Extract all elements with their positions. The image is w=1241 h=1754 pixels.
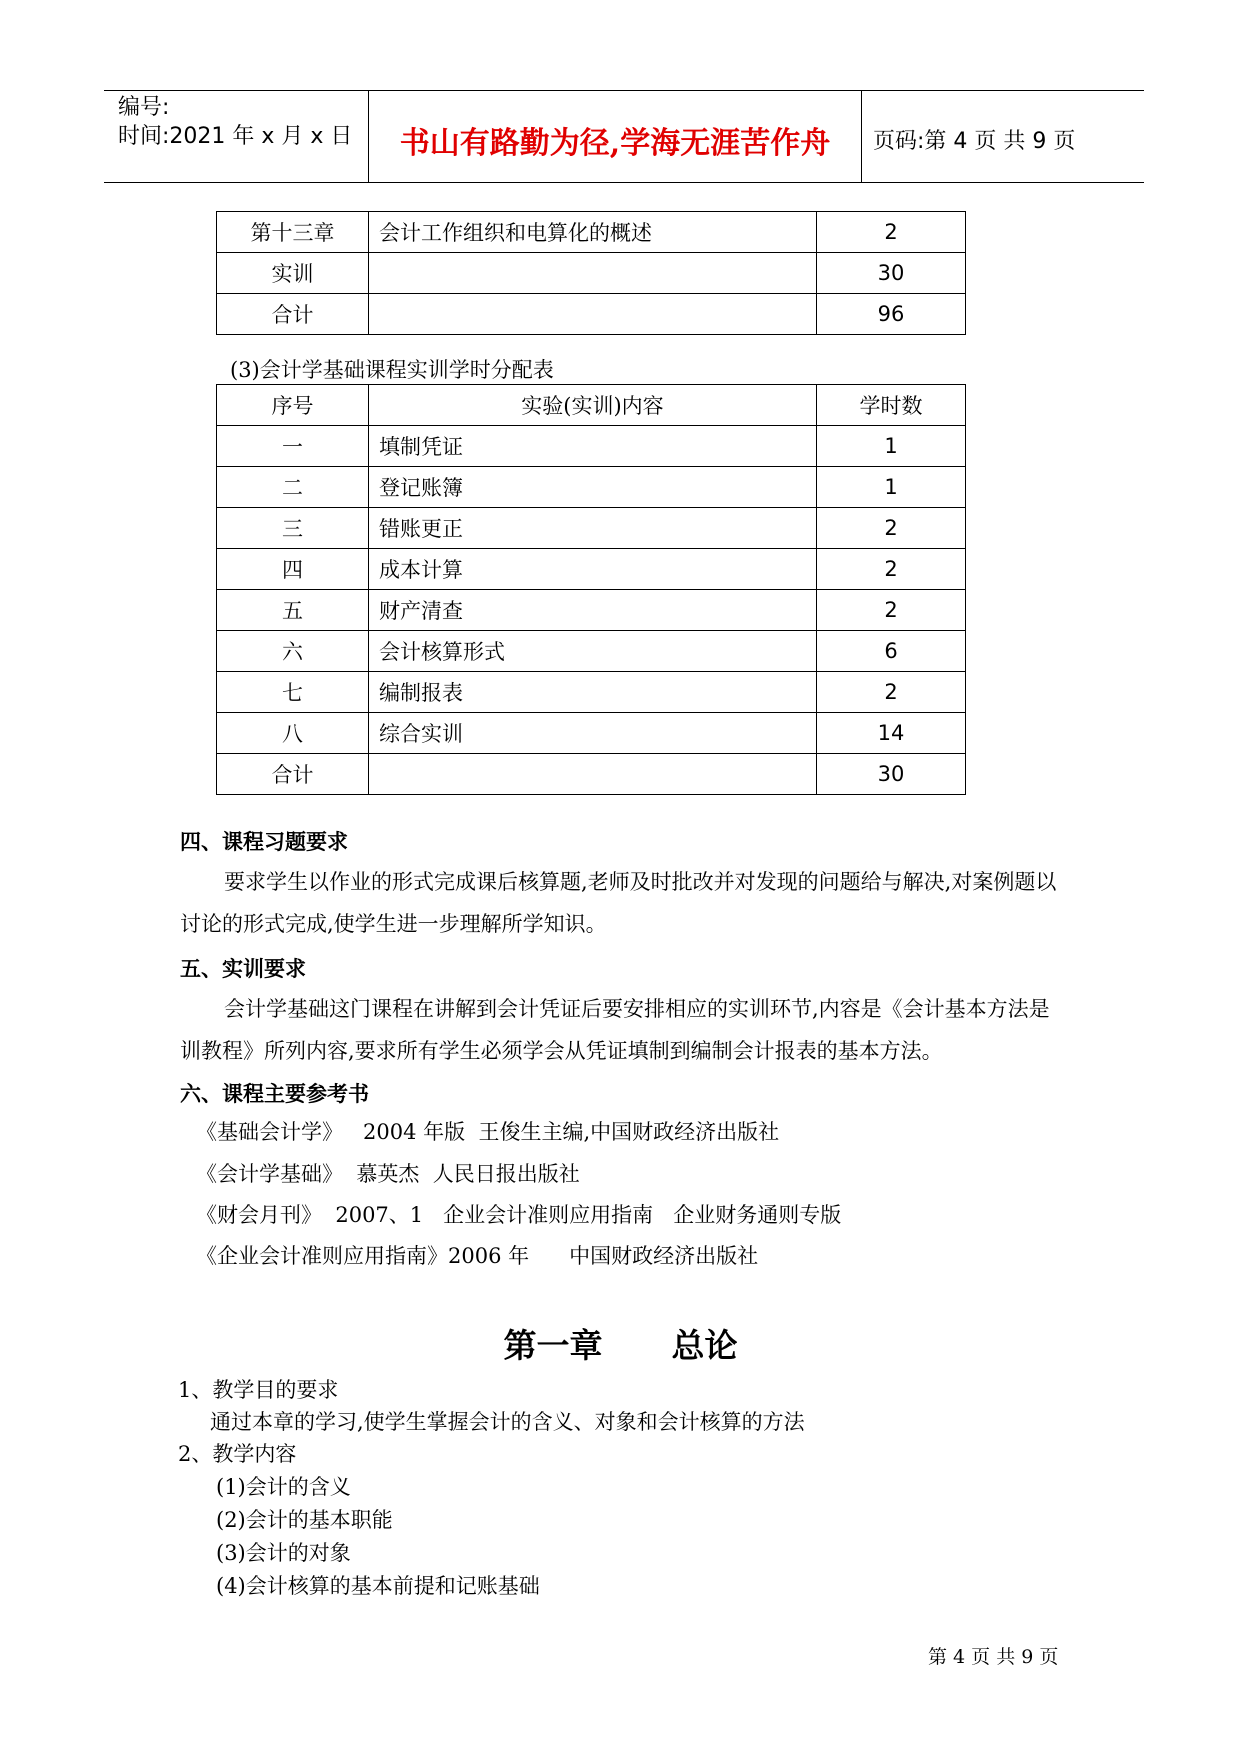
table-cell: 八: [217, 713, 369, 754]
table-cell: 14: [817, 713, 966, 754]
time-label: 时间:2021 年 x 月 x 日: [118, 124, 353, 149]
table-cell: 1: [817, 426, 966, 467]
content-item: (1)会计的含义: [216, 1475, 351, 1499]
reference-item: 《基础会计学》 2004 年版 王俊生主编,中国财政经济出版社: [196, 1120, 780, 1144]
table-cell: 2: [817, 212, 966, 253]
content-item: (4)会计核算的基本前提和记账基础: [216, 1574, 540, 1598]
table-cell: 成本计算: [369, 549, 817, 590]
table-cell: 30: [817, 253, 966, 294]
table-row: [217, 590, 966, 631]
table-caption: (3)会计学基础课程实训学时分配表: [230, 358, 554, 382]
reference-item: 《企业会计准则应用指南》2006 年 中国财政经济出版社: [196, 1244, 759, 1268]
section-heading-practice: 五、实训要求: [180, 957, 306, 981]
table-row: [217, 294, 966, 335]
hours-table-continued: [216, 211, 966, 335]
section-heading-exercises: 四、课程习题要求: [180, 830, 348, 854]
page-footer: 第 4 页 共 9 页: [928, 1646, 1059, 1668]
table-cell: 1: [817, 467, 966, 508]
table-cell: 6: [817, 631, 966, 672]
header-left-block: [118, 93, 352, 151]
table-cell: 五: [217, 590, 369, 631]
header-divider-right: [861, 91, 862, 183]
table-cell: [369, 754, 817, 795]
table-cell: 会计核算形式: [369, 631, 817, 672]
table-cell: 财产清查: [369, 590, 817, 631]
content-item: (3)会计的对象: [216, 1541, 351, 1565]
table-row: [217, 253, 966, 294]
table-cell: 2: [817, 508, 966, 549]
table-cell: 三: [217, 508, 369, 549]
table-cell: 96: [817, 294, 966, 335]
paragraph-practice: 会计学基础这门课程在讲解到会计凭证后要安排相应的实训环节,内容是《会计基本方法是训教程》所列内容,要求所有学生必须学会从凭证填制到编制会计报表的基本方法。: [180, 997, 1050, 1063]
teaching-content-heading: 2、教学内容: [178, 1442, 297, 1466]
table-row: [217, 212, 966, 253]
table-cell: [369, 294, 817, 335]
table-cell: 合计: [217, 754, 369, 795]
reference-item: 《会计学基础》 慕英杰 人民日报出版社: [196, 1162, 580, 1186]
table-cell: 2: [817, 672, 966, 713]
header-bottom-rule: [104, 182, 1144, 183]
table-cell: 六: [217, 631, 369, 672]
table-cell: 四: [217, 549, 369, 590]
table-cell: 编制报表: [369, 672, 817, 713]
table-cell: 2: [817, 590, 966, 631]
header-top-rule: [104, 90, 1144, 91]
number-label: 编号:: [118, 95, 170, 120]
table-cell: 会计工作组织和电算化的概述: [369, 212, 817, 253]
table-cell: [369, 253, 817, 294]
table-row: [217, 508, 966, 549]
column-header: 序号: [217, 385, 369, 426]
table-header-row: [217, 385, 966, 426]
chapter-title: 第一章 总论: [503, 1326, 738, 1365]
table-row: [217, 631, 966, 672]
column-header: 实验(实训)内容: [369, 385, 817, 426]
table-row: [217, 426, 966, 467]
content-item: (2)会计的基本职能: [216, 1508, 393, 1532]
header-divider-left: [368, 91, 369, 183]
practice-hours-table: [216, 384, 966, 795]
table-cell: 2: [817, 549, 966, 590]
table-cell: 错账更正: [369, 508, 817, 549]
table-row: [217, 754, 966, 795]
table-row: [217, 672, 966, 713]
table-cell: 合计: [217, 294, 369, 335]
table-row: [217, 549, 966, 590]
table-cell: 一: [217, 426, 369, 467]
teaching-goal-text: 通过本章的学习,使学生掌握会计的含义、对象和会计核算的方法: [210, 1410, 805, 1434]
section-heading-references: 六、课程主要参考书: [180, 1082, 369, 1106]
table-cell: 综合实训: [369, 713, 817, 754]
reference-item: 《财会月刊》 2007、1 企业会计准则应用指南 企业财务通则专版: [196, 1203, 842, 1227]
header-page-info: 页码:第 4 页 共 9 页: [873, 129, 1076, 154]
table-cell: 30: [817, 754, 966, 795]
table-cell: 填制凭证: [369, 426, 817, 467]
table-row: [217, 713, 966, 754]
table-cell: 实训: [217, 253, 369, 294]
table-cell: 七: [217, 672, 369, 713]
header-motto: 书山有路勤为径,学海无涯苦作舟: [399, 126, 831, 161]
teaching-goal-heading: 1、教学目的要求: [178, 1378, 339, 1402]
paragraph-exercises: 要求学生以作业的形式完成课后核算题,老师及时批改并对发现的问题给与解决,对案例题以讨论的形式完成,使学生进一步理解所学知识。: [180, 870, 1057, 936]
table-row: [217, 467, 966, 508]
table-cell: 二: [217, 467, 369, 508]
table-cell: 登记账簿: [369, 467, 817, 508]
column-header: 学时数: [817, 385, 966, 426]
table-cell: 第十三章: [217, 212, 369, 253]
